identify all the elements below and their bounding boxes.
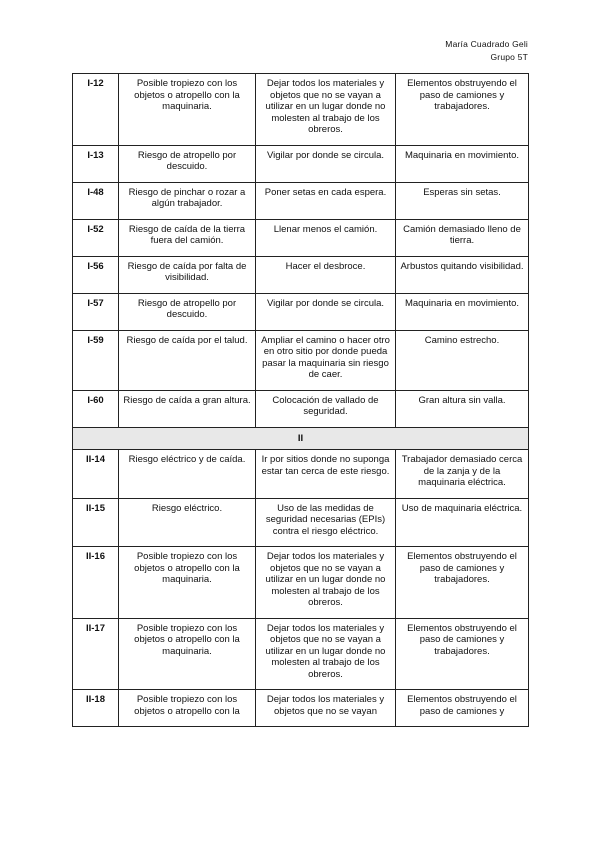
cause-cell: Uso de maquinaria eléctrica. <box>396 498 529 547</box>
cause-cell: Esperas sin setas. <box>396 182 529 219</box>
risk-code-cell: I-57 <box>73 293 119 330</box>
section-label: II <box>73 427 529 450</box>
table-row <box>73 498 529 547</box>
risk-table-body <box>73 74 529 727</box>
table-row <box>73 330 529 390</box>
risk-description-cell: Riesgo de caída de la tierra fuera del camión. <box>119 219 256 256</box>
table-row <box>73 690 529 727</box>
preventive-measure-cell: Poner setas en cada espera. <box>256 182 396 219</box>
risk-code-cell: I-12 <box>73 74 119 146</box>
risk-description-cell: Riesgo de caída a gran altura. <box>119 390 256 427</box>
risk-description-cell: Posible tropiezo con los objetos o atropello con la maquinaria. <box>119 547 256 619</box>
preventive-measure-cell: Dejar todos los materiales y objetos que no se vayan a utilizar en un lugar donde no molesten al trabajo de los obreros. <box>256 74 396 146</box>
preventive-measure-cell: Dejar todos los materiales y objetos que no se vayan a utilizar en un lugar donde no molesten al trabajo de los obreros. <box>256 547 396 619</box>
preventive-measure-cell: Dejar todos los materiales y objetos que no se vayan a utilizar en un lugar donde no molesten al trabajo de los obreros. <box>256 618 396 690</box>
table-row <box>73 618 529 690</box>
preventive-measure-cell: Hacer el desbroce. <box>256 256 396 293</box>
cause-cell: Maquinaria en movimiento. <box>396 293 529 330</box>
cause-cell: Arbustos quitando visibilidad. <box>396 256 529 293</box>
risk-table <box>72 73 529 727</box>
cause-cell: Camino estrecho. <box>396 330 529 390</box>
group-label: Grupo 5T <box>490 52 528 62</box>
preventive-measure-cell: Vigilar por donde se circula. <box>256 145 396 182</box>
risk-code-cell: I-13 <box>73 145 119 182</box>
preventive-measure-cell: Llenar menos el camión. <box>256 219 396 256</box>
table-row <box>73 256 529 293</box>
risk-description-cell: Posible tropiezo con los objetos o atropello con la <box>119 690 256 727</box>
risk-code-cell: I-48 <box>73 182 119 219</box>
cause-cell: Elementos obstruyendo el paso de camiones y trabajadores. <box>396 547 529 619</box>
risk-code-cell: I-52 <box>73 219 119 256</box>
cause-cell: Trabajador demasiado cerca de la zanja y de la maquinaria eléctrica. <box>396 450 529 499</box>
risk-description-cell: Riesgo eléctrico. <box>119 498 256 547</box>
table-row <box>73 182 529 219</box>
risk-description-cell: Riesgo de caída por falta de visibilidad. <box>119 256 256 293</box>
risk-description-cell: Riesgo de atropello por descuido. <box>119 145 256 182</box>
risk-code-cell: II-17 <box>73 618 119 690</box>
risk-description-cell: Riesgo de pinchar o rozar a algún trabajador. <box>119 182 256 219</box>
risk-code-cell: II-18 <box>73 690 119 727</box>
cause-cell: Elementos obstruyendo el paso de camiones y trabajadores. <box>396 74 529 146</box>
cause-cell: Camión demasiado lleno de tierra. <box>396 219 529 256</box>
risk-code-cell: II-16 <box>73 547 119 619</box>
section-row <box>73 427 529 450</box>
table-row <box>73 145 529 182</box>
preventive-measure-cell: Colocación de vallado de seguridad. <box>256 390 396 427</box>
risk-code-cell: I-56 <box>73 256 119 293</box>
risk-code-cell: I-60 <box>73 390 119 427</box>
table-row <box>73 74 529 146</box>
author-name: María Cuadrado Geli <box>445 39 528 49</box>
table-row <box>73 390 529 427</box>
risk-description-cell: Posible tropiezo con los objetos o atropello con la maquinaria. <box>119 74 256 146</box>
cause-cell: Gran altura sin valla. <box>396 390 529 427</box>
preventive-measure-cell: Uso de las medidas de seguridad necesarias (EPIs) contra el riesgo eléctrico. <box>256 498 396 547</box>
table-row <box>73 219 529 256</box>
preventive-measure-cell: Dejar todos los materiales y objetos que no se vayan <box>256 690 396 727</box>
risk-code-cell: II-15 <box>73 498 119 547</box>
preventive-measure-cell: Ampliar el camino o hacer otro en otro sitio por donde pueda pasar la maquinaria sin riesgo de caer. <box>256 330 396 390</box>
risk-code-cell: I-59 <box>73 330 119 390</box>
preventive-measure-cell: Ir por sitios donde no suponga estar tan cerca de este riesgo. <box>256 450 396 499</box>
cause-cell: Elementos obstruyendo el paso de camiones y trabajadores. <box>396 618 529 690</box>
risk-description-cell: Posible tropiezo con los objetos o atropello con la maquinaria. <box>119 618 256 690</box>
risk-description-cell: Riesgo eléctrico y de caída. <box>119 450 256 499</box>
risk-code-cell: II-14 <box>73 450 119 499</box>
risk-description-cell: Riesgo de atropello por descuido. <box>119 293 256 330</box>
risk-description-cell: Riesgo de caída por el talud. <box>119 330 256 390</box>
table-row <box>73 547 529 619</box>
preventive-measure-cell: Vigilar por donde se circula. <box>256 293 396 330</box>
cause-cell: Elementos obstruyendo el paso de camiones y <box>396 690 529 727</box>
table-row <box>73 293 529 330</box>
cause-cell: Maquinaria en movimiento. <box>396 145 529 182</box>
page-header <box>445 38 528 64</box>
table-row <box>73 450 529 499</box>
